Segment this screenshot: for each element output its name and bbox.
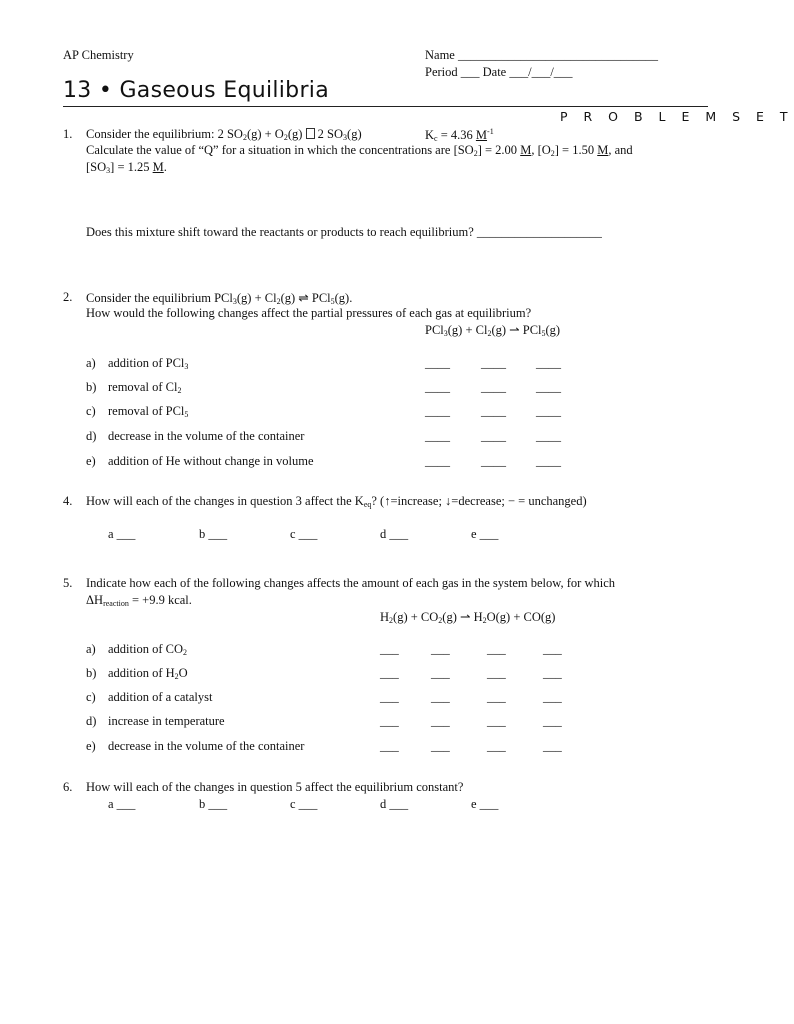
q5-item-text: decrease in the volume of the container <box>108 739 305 753</box>
answer-blank[interactable]: ____ <box>425 454 450 468</box>
answer-blank[interactable]: ____ <box>425 356 450 370</box>
answer-blank[interactable]: ___ <box>487 666 506 680</box>
q2-item-letter: d) <box>86 429 97 443</box>
q4-answer[interactable]: e ___ <box>471 527 499 541</box>
q5-line2: $\Delta H_{reaction} = +9.9$ kcal. <box>86 593 192 608</box>
q5-item-letter: a) <box>86 642 96 656</box>
answer-blank[interactable]: ____ <box>536 454 561 468</box>
answer-blank[interactable]: ___ <box>543 642 562 656</box>
q4-text: How will each of the changes in question 3 affect the $K_{eq}$? (↑=increase; ↓=decrease; − = unchanged) <box>86 494 587 509</box>
answer-blank[interactable]: ____ <box>481 380 506 394</box>
q6-answer[interactable]: d ___ <box>380 797 409 811</box>
answer-blank[interactable]: ___ <box>487 690 506 704</box>
q4-number: 4. <box>63 494 73 508</box>
answer-blank[interactable]: ___ <box>380 714 399 728</box>
q2-item-letter: e) <box>86 454 96 468</box>
answer-blank[interactable]: ___ <box>431 666 450 680</box>
q6-answer[interactable]: e ___ <box>471 797 499 811</box>
q2-item-text: addition of He without change in volume <box>108 454 314 468</box>
q5-line1: Indicate how each of the following changes affects the amount of each gas in the system below, for which <box>86 576 615 590</box>
q6-answer[interactable]: a ___ <box>108 797 136 811</box>
q2-line2: How would the following changes affect the partial pressures of each gas at equilibrium? <box>86 306 532 320</box>
problem-set-label: P R O B L E M S E T <box>560 109 794 124</box>
answer-blank[interactable]: ____ <box>536 356 561 370</box>
answer-blank[interactable]: ___ <box>543 690 562 704</box>
q2-line1: Consider the equilibrium $PCl_3(g) + Cl_2(g)$ ⇌ PCl$_5$(g). <box>86 291 353 306</box>
q6-answer[interactable]: b ___ <box>199 797 228 811</box>
q6-text: How will each of the changes in question 5 affect the equilibrium constant? <box>86 780 464 794</box>
q5-number: 5. <box>63 576 73 590</box>
answer-blank[interactable]: ___ <box>487 739 506 753</box>
answer-blank[interactable]: ___ <box>380 642 399 656</box>
q1-line1: Consider the equilibrium: 2 $SO_2(g) + O_2(g)$ 2 $SO_3(g)$ <box>86 127 362 142</box>
answer-blank[interactable]: ___ <box>431 714 450 728</box>
q4-answer[interactable]: d ___ <box>380 527 409 541</box>
answer-blank[interactable]: ___ <box>487 642 506 656</box>
q1-shift-question: Does this mixture shift toward the reactants or products to reach equilibrium? ____________________ <box>86 225 602 239</box>
q4-answer[interactable]: a ___ <box>108 527 136 541</box>
name-line: Name ________________________________ <box>425 48 658 62</box>
q2-item-letter: b) <box>86 380 97 394</box>
q6-number: 6. <box>63 780 73 794</box>
answer-blank[interactable]: ___ <box>543 666 562 680</box>
answer-blank[interactable]: ____ <box>536 404 561 418</box>
answer-blank[interactable]: ____ <box>481 356 506 370</box>
q4-answer[interactable]: c ___ <box>290 527 318 541</box>
q2-item-letter: c) <box>86 404 96 418</box>
q5-item-text: addition of a catalyst <box>108 690 213 704</box>
q5-item-text: addition of $CO_2$ <box>108 642 187 657</box>
answer-blank[interactable]: ___ <box>543 739 562 753</box>
q4-answer[interactable]: b ___ <box>199 527 228 541</box>
title-rule <box>63 106 708 107</box>
page-title: 13 • Gaseous Equilibria <box>63 78 329 103</box>
answer-blank[interactable]: ____ <box>425 404 450 418</box>
q1-kc: $K_c = 4.36$ $M^{-1}$ <box>425 127 494 143</box>
q5-equation: $H_2(g) + CO_2(g)$ ⇀ $H_2O(g) + CO(g)$ <box>380 610 556 625</box>
answer-blank[interactable]: ____ <box>536 429 561 443</box>
answer-blank[interactable]: ____ <box>425 380 450 394</box>
q5-item-letter: e) <box>86 739 96 753</box>
q6-answer[interactable]: c ___ <box>290 797 318 811</box>
q1-line3: $[SO_3] = 1.25$ M. <box>86 160 167 175</box>
q5-item-letter: d) <box>86 714 97 728</box>
answer-blank[interactable]: ___ <box>431 739 450 753</box>
q1-number: 1. <box>63 127 73 141</box>
q5-item-text: addition of $H_2O$ <box>108 666 188 681</box>
answer-blank[interactable]: ___ <box>380 666 399 680</box>
missing-glyph-icon <box>306 128 315 139</box>
q5-item-letter: b) <box>86 666 97 680</box>
q2-item-letter: a) <box>86 356 96 370</box>
answer-blank[interactable]: ___ <box>543 714 562 728</box>
period-date-line: Period ___ Date ___/___/___ <box>425 65 573 79</box>
answer-blank[interactable]: ___ <box>431 690 450 704</box>
answer-blank[interactable]: ____ <box>481 429 506 443</box>
q1-line2: Calculate the value of “Q” for a situation in which the concentrations are $[SO_2] = 2.00$ M, $[O_2] = 1.50$ M, and <box>86 143 633 158</box>
answer-blank[interactable]: ____ <box>425 429 450 443</box>
course-label: AP Chemistry <box>63 48 134 62</box>
answer-blank[interactable]: ___ <box>487 714 506 728</box>
q2-item-text: removal of PCl$_5$ <box>108 404 189 419</box>
answer-blank[interactable]: ____ <box>536 380 561 394</box>
answer-blank[interactable]: ____ <box>481 404 506 418</box>
q2-number: 2. <box>63 290 73 304</box>
q5-item-text: increase in temperature <box>108 714 225 728</box>
answer-blank[interactable]: ___ <box>380 690 399 704</box>
q5-item-letter: c) <box>86 690 96 704</box>
answer-blank[interactable]: ____ <box>481 454 506 468</box>
q2-item-text: addition of PCl$_3$ <box>108 356 189 371</box>
answer-blank[interactable]: ___ <box>380 739 399 753</box>
q2-item-text: decrease in the volume of the container <box>108 429 305 443</box>
q2-equation: $PCl_3(g) + Cl_2(g)$ ⇀ PCl$_5$(g) <box>425 323 561 338</box>
answer-blank[interactable]: ___ <box>431 642 450 656</box>
q2-item-text: removal of $Cl_2$ <box>108 380 182 395</box>
